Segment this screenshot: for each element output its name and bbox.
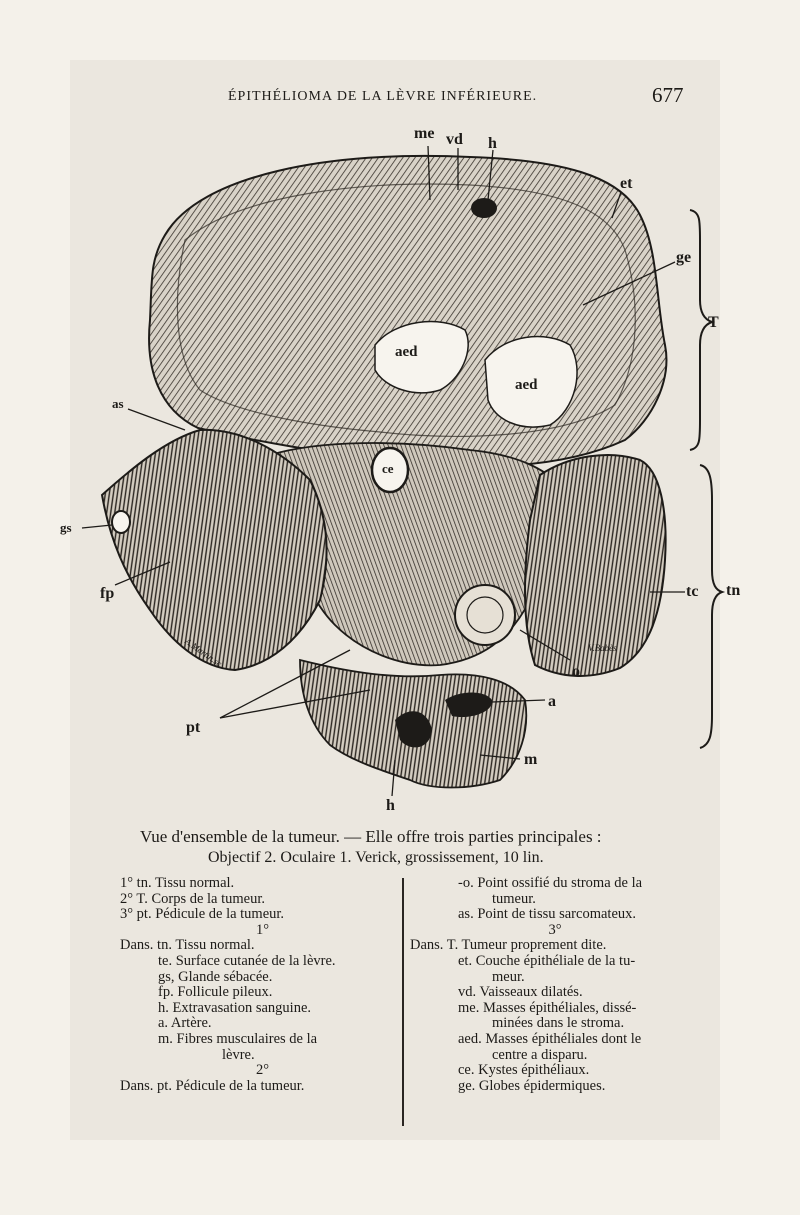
legend-item: aed. Masses épithéliales dont le [458, 1030, 642, 1047]
label-aed-1: aed [395, 344, 418, 360]
label-et: et [620, 175, 633, 192]
label-aed-2: aed [515, 377, 538, 393]
engraver-signature: A.Martin.sc. [183, 636, 226, 670]
h-extravasation-top [471, 198, 497, 218]
legend-item-continuation: centre a disparu. [492, 1046, 588, 1063]
legend-right-column [410, 876, 700, 1094]
label-tc: tc [686, 583, 699, 600]
label-T: T [708, 314, 719, 331]
label-h-bottom: h [386, 797, 395, 814]
legend-item: gs, Glande sébacée. [158, 968, 273, 985]
label-me: me [414, 125, 435, 142]
legend-section-heading: 3° [548, 921, 562, 938]
legend-item: me. Masses épithéliales, dissé- [458, 999, 637, 1016]
legend-item: Dans. pt. Pédicule de la tumeur. [120, 1077, 305, 1094]
label-fp: fp [100, 585, 115, 602]
label-ge: ge [676, 249, 692, 266]
page-number: 677 [652, 83, 684, 107]
legend-section-heading: 2° [255, 1062, 270, 1079]
legend-item-continuation: tumeur. [492, 890, 536, 907]
legend-item: 3° pt. Pédicule de la tumeur. [120, 906, 285, 923]
figure-caption: Vue d'ensemble de la tumeur. — Elle offre trois parties principales : [140, 827, 602, 846]
legend-item: vd. Vaisseaux dilatés. [458, 984, 583, 1001]
legend-item: 1° tn. Tissu normal. [120, 875, 235, 891]
legend-item: Dans. T. Tumeur proprement dite. [410, 937, 607, 954]
legend-left-column [120, 876, 405, 1094]
artist-signature: V.Babès [588, 643, 617, 653]
legend-item: -o. Point ossifié du stroma de la [458, 875, 643, 891]
label-gs: gs [60, 520, 72, 535]
label-as: as [112, 396, 124, 411]
label-h-top: h [488, 135, 497, 152]
legend-item: Dans. tn. Tissu normal. [120, 937, 255, 954]
sebaceous-gland [112, 511, 130, 533]
label-tn: tn [726, 582, 741, 599]
label-vd: vd [446, 131, 463, 148]
legend-item-continuation: minées dans le stroma. [492, 1015, 625, 1032]
legend-item: m. Fibres musculaires de la [158, 1030, 318, 1047]
legend-item: fp. Follicule pileux. [158, 984, 273, 1001]
legend-item: 2° T. Corps de la tumeur. [120, 890, 266, 907]
legend-item: as. Point de tissu sarcomateux. [458, 906, 637, 923]
left-lip-tissue [102, 430, 327, 670]
legend-item: ge. Globes épidermiques. [458, 1077, 606, 1094]
legend-divider [402, 878, 404, 1126]
legend-item-continuation: meur. [492, 968, 525, 985]
label-pt: pt [186, 719, 201, 736]
legend-item: et. Couche épithéliale de la tu- [458, 952, 636, 969]
legend-item-continuation: lèvre. [222, 1046, 255, 1063]
ossified-point [455, 585, 515, 645]
label-ce: ce [382, 461, 394, 476]
label-o: o [572, 663, 580, 680]
legend-item: h. Extravasation sanguine. [158, 999, 312, 1016]
legend-section-heading: 1° [255, 921, 270, 938]
bracket-tn [700, 465, 722, 748]
legend-item: te. Surface cutanée de la lèvre. [158, 952, 336, 969]
tumor-body [149, 156, 666, 467]
label-m: m [524, 751, 538, 768]
label-a: a [548, 693, 556, 710]
running-title: ÉPITHÉLIOMA DE LA LÈVRE INFÉRIEURE. [228, 89, 538, 104]
legend-item: ce. Kystes épithéliaux. [458, 1062, 590, 1079]
legend-item: a. Artère. [158, 1015, 212, 1032]
figure-caption-technical: Objectif 2. Oculaire 1. Verick, grossissement, 10 lin. [208, 849, 544, 866]
